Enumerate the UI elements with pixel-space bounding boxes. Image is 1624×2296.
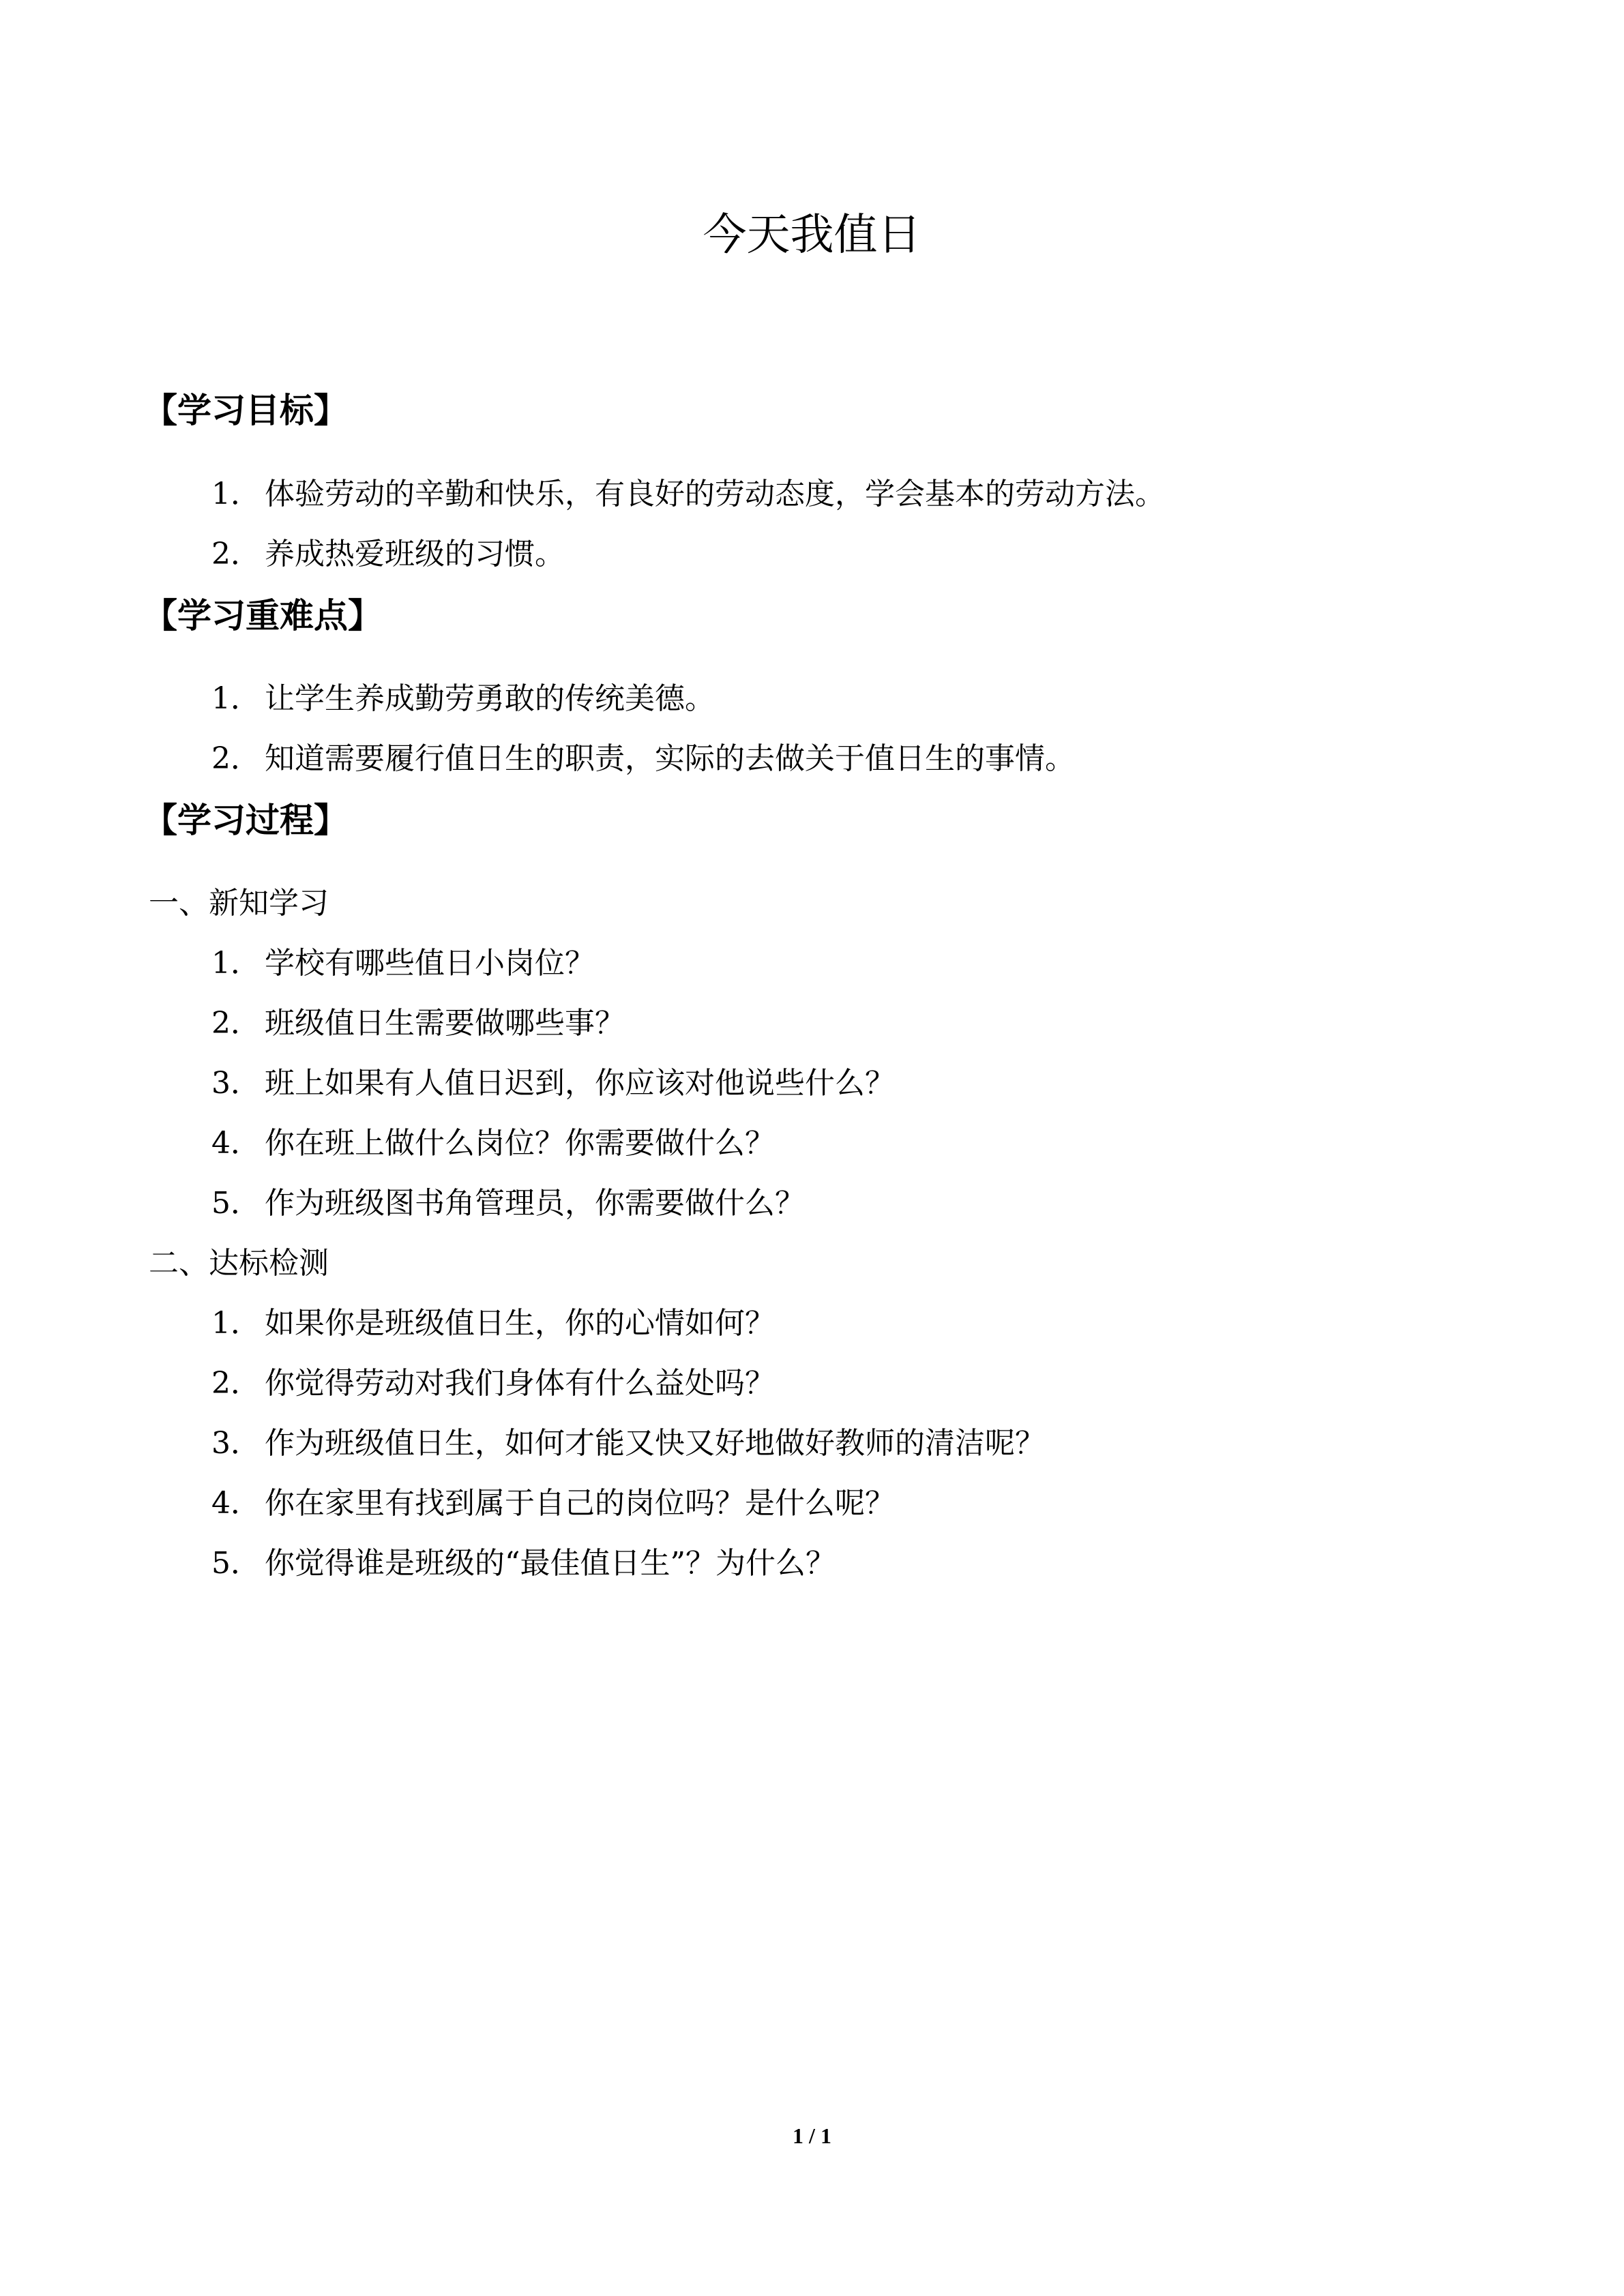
item-number: 2． [211,741,261,776]
list-item [211,943,595,984]
list-item [211,1123,775,1164]
list-item [211,1003,625,1044]
list-item [211,534,565,575]
list-item [211,1543,836,1584]
subsection-heading-new-knowledge: 一、新知学习 [149,886,329,921]
item-text: 学校有哪些值日小岗位？ [265,946,595,981]
item-text: 如果你是班级值日生，你的心情如何？ [265,1306,775,1341]
item-number: 1． [211,946,261,981]
item-text: 你觉得劳动对我们身体有什么益处吗？ [265,1366,775,1401]
item-number: 5． [211,1546,261,1581]
subsection-heading-assessment: 二、达标检测 [149,1246,329,1281]
section-heading-objectives: 【学习目标】 [143,391,348,430]
item-text: 知道需要履行值日生的职责，实际的去做关于值日生的事情。 [265,741,1075,776]
item-text: 养成热爱班级的习惯。 [265,537,565,571]
item-text: 你在家里有找到属于自己的岗位吗？是什么呢？ [265,1486,895,1521]
list-item [211,474,1165,515]
item-number: 3． [211,1066,261,1101]
list-item [211,1423,1045,1464]
list-item [211,1363,775,1404]
item-text: 你觉得谁是班级的“最佳值日生”？为什么？ [265,1546,836,1581]
item-text: 班级值日生需要做哪些事？ [265,1006,625,1041]
section-heading-process: 【学习过程】 [143,801,348,840]
item-number: 4． [211,1126,261,1161]
list-item [211,1063,895,1104]
list-item [211,1183,805,1224]
item-number: 1． [211,681,261,716]
item-number: 2． [211,1366,261,1401]
page-number: 1 / 1 [793,2123,831,2148]
list-item [211,679,715,719]
item-number: 2． [211,537,261,571]
item-number: 1． [211,477,261,511]
list-item [211,1303,775,1344]
item-text: 作为班级图书角管理员，你需要做什么？ [265,1186,805,1221]
item-number: 5． [211,1186,261,1221]
item-number: 4． [211,1486,261,1521]
item-number: 3． [211,1426,261,1461]
item-number: 2． [211,1006,261,1041]
item-text: 你在班上做什么岗位？你需要做什么？ [265,1126,775,1161]
item-text: 让学生养成勤劳勇敢的传统美德。 [265,681,715,716]
item-number: 1． [211,1306,261,1341]
section-heading-key-points: 【学习重难点】 [143,596,382,636]
page-title: 今天我值日 [703,210,921,260]
item-text: 作为班级值日生，如何才能又快又好地做好教师的清洁呢？ [265,1426,1045,1461]
item-text: 体验劳动的辛勤和快乐，有良好的劳动态度，学会基本的劳动方法。 [265,477,1165,511]
list-item [211,739,1075,779]
list-item [211,1483,895,1524]
item-text: 班上如果有人值日迟到，你应该对他说些什么？ [265,1066,895,1101]
